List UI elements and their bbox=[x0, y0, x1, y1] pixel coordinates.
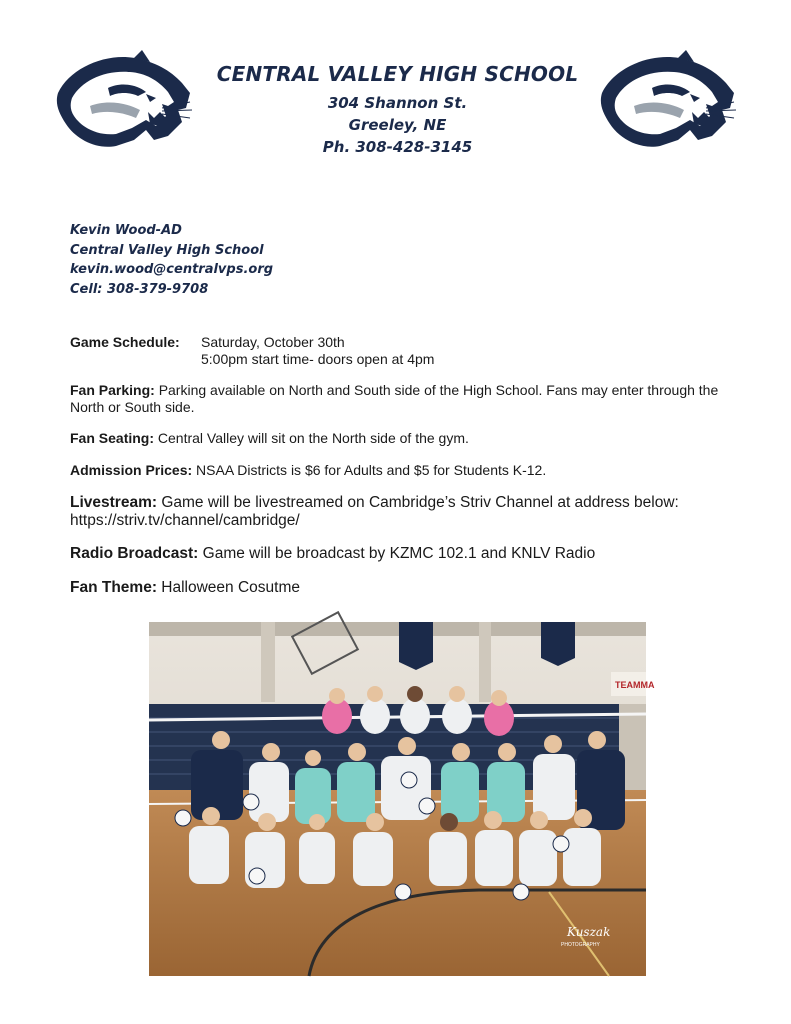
game-schedule-time: 5:00pm start time- doors open at 4pm bbox=[201, 350, 435, 367]
theme-text: Halloween Cosutme bbox=[161, 579, 301, 596]
contact-block bbox=[70, 221, 273, 299]
fan-seating-text: Central Valley will sit on the North side of the gym. bbox=[157, 430, 469, 446]
game-schedule bbox=[70, 334, 730, 367]
fan-theme bbox=[70, 579, 730, 597]
fan-parking bbox=[70, 382, 730, 415]
contact-name: Kevin Wood-AD bbox=[70, 223, 182, 238]
fan-parking-text: Parking available on North and South side of the High School. Fans may enter through the North or South side. bbox=[70, 382, 719, 415]
livestream bbox=[70, 494, 730, 530]
game-schedule-date: Saturday, October 30th bbox=[201, 334, 345, 350]
contact-school: Central Valley High School bbox=[70, 242, 264, 258]
radio-broadcast bbox=[70, 545, 730, 563]
team-photo bbox=[149, 622, 655, 976]
livestream-text: Game will be livestreamed on Cambridge’s Striv Channel at address below: bbox=[161, 494, 679, 511]
contact-email[interactable]: kevin.wood@centralvps.org bbox=[70, 262, 274, 277]
fan-seating bbox=[70, 430, 730, 447]
theme-label: Fan Theme: bbox=[70, 579, 157, 596]
livestream-url[interactable]: https://striv.tv/channel/cambridge/ bbox=[70, 512, 300, 529]
admission-label: Admission Prices: bbox=[70, 462, 193, 478]
cougar-mascot-icon bbox=[50, 48, 195, 153]
cougar-mascot-icon bbox=[594, 48, 739, 153]
admission-text: NSAA Districts is $6 for Adults and $5 for Students K-12. bbox=[196, 462, 547, 478]
gym-sign: TEAMMA bbox=[615, 680, 655, 690]
letterhead bbox=[200, 62, 595, 158]
school-name: CENTRAL VALLEY HIGH SCHOOL bbox=[216, 62, 579, 86]
contact-cell: Cell: 308-379-9708 bbox=[70, 281, 209, 297]
fan-parking-label: Fan Parking: bbox=[70, 382, 155, 398]
school-phone: Ph. 308-428-3145 bbox=[322, 138, 473, 156]
admission-prices bbox=[70, 462, 730, 479]
livestream-label: Livestream: bbox=[70, 494, 158, 511]
radio-text: Game will be broadcast by KZMC 102.1 and KNLV Radio bbox=[202, 545, 596, 562]
fan-seating-label: Fan Seating: bbox=[70, 430, 155, 446]
photo-watermark-sub: PHOTOGRAPHY bbox=[561, 942, 600, 948]
school-city: Greeley, NE bbox=[348, 116, 447, 134]
radio-label: Radio Broadcast: bbox=[70, 545, 199, 562]
school-address: 304 Shannon St. bbox=[327, 94, 468, 112]
game-schedule-label: Game Schedule: bbox=[70, 334, 180, 350]
photo-watermark: Kuszak bbox=[567, 925, 611, 939]
